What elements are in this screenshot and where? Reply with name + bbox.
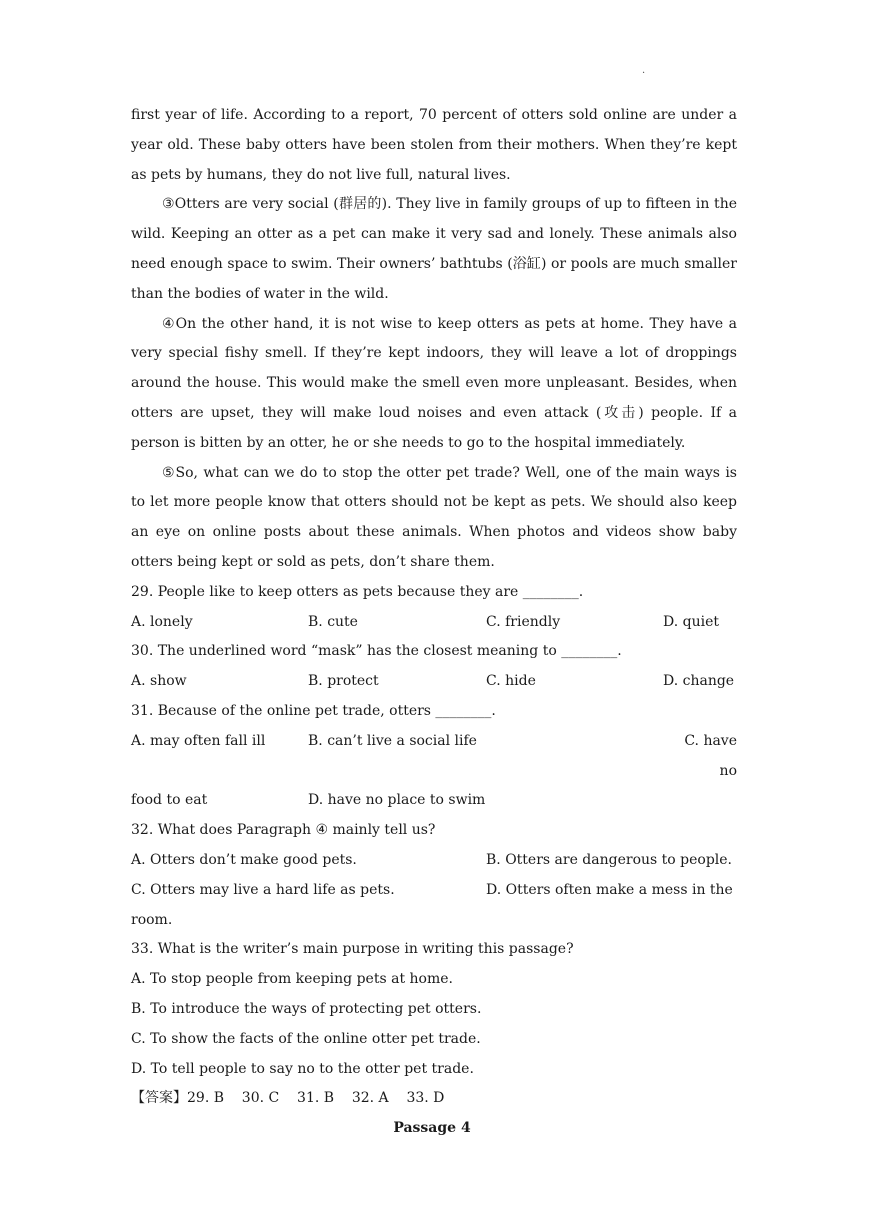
option-31-a: A. may often fall ill — [131, 732, 266, 749]
option-32-a: A. Otters don’t make good pets. — [131, 851, 357, 868]
option-29-a: A. lonely — [131, 613, 193, 630]
passage-title: Passage 4 — [393, 1120, 471, 1137]
question-31-options — [131, 727, 737, 816]
paragraph-3: ③Otters are very social (群居的). They live in family groups of up to fifteen in the wild. Keeping an otter as a pet can make it very sad and lonely. These animals also need enough space to swim. Their owners’ bathtubs (浴缸) or pools are much smaller than the bodies of water in the wild. — [131, 196, 737, 302]
question-33-stem: 33. What is the writer’s main purpose in writing this passage? — [131, 941, 574, 958]
option-32-d: D. Otters often make a mess in the — [486, 881, 733, 898]
option-31-d: D. have no place to swim — [308, 792, 486, 809]
option-29-b: B. cute — [308, 613, 358, 630]
option-31-b: B. can’t live a social life — [308, 732, 477, 749]
answer-key: 【答案】29. B 30. C 31. B 32. A 33. D — [131, 1090, 445, 1107]
paragraph-4: ④On the other hand, it is not wise to keep otters as pets at home. They have a very special fishy smell. If they’re kept indoors, they will leave a lot of droppings around the house. This would make the smell even more unpleasant. Besides, when otters are upset, they will make loud noises and even attack (攻击) people. If a person is bitten by an otter, he or she needs to go to the hospital immediately. — [131, 315, 737, 451]
passage-content — [131, 101, 737, 1144]
option-33-a: A. To stop people from keeping pets at home. — [131, 971, 453, 988]
option-32-b: B. Otters are dangerous to people. — [486, 851, 733, 868]
question-29-options — [131, 608, 737, 638]
option-29-c: C. friendly — [486, 613, 561, 630]
option-32-d-continued: room. — [131, 911, 173, 928]
question-31-stem: 31. Because of the online pet trade, otters ________. — [131, 702, 496, 719]
question-29-stem: 29. People like to keep otters as pets because they are ________. — [131, 583, 584, 600]
question-30-options — [131, 667, 737, 697]
option-30-c: C. hide — [486, 673, 536, 690]
header-mark: · — [642, 68, 646, 79]
paragraph-5: ⑤So, what can we do to stop the otter pet trade? Well, one of the main ways is to let more people know that otters should not be kept as pets. We should also keep an eye on online posts about these animals. When photos and videos show baby otters being kept or sold as pets, don’t share them. — [131, 464, 737, 570]
option-33-b: B. To introduce the ways of protecting pet otters. — [131, 1000, 482, 1017]
question-32-options — [131, 846, 737, 906]
option-30-b: B. protect — [308, 673, 379, 690]
option-29-d: D. quiet — [663, 613, 719, 630]
option-31-c-continued: food to eat — [131, 792, 208, 809]
option-30-d: D. change — [663, 673, 735, 690]
option-32-c: C. Otters may live a hard life as pets. — [131, 881, 395, 898]
option-33-d: D. To tell people to say no to the otter pet trade. — [131, 1060, 474, 1077]
question-32-stem: 32. What does Paragraph ④ mainly tell us? — [131, 822, 436, 839]
option-31-c: C. have no — [684, 732, 737, 779]
option-33-c: C. To show the facts of the online otter pet trade. — [131, 1030, 481, 1047]
paragraph-continued: first year of life. According to a report, 70 percent of otters sold online are under a year old. These baby otters have been stolen from their mothers. When they’re kept as pets by humans, they do not live full, natural lives. — [131, 107, 737, 183]
option-30-a: A. show — [131, 673, 187, 690]
question-30-stem: 30. The underlined word “mask” has the closest meaning to ________. — [131, 643, 622, 660]
